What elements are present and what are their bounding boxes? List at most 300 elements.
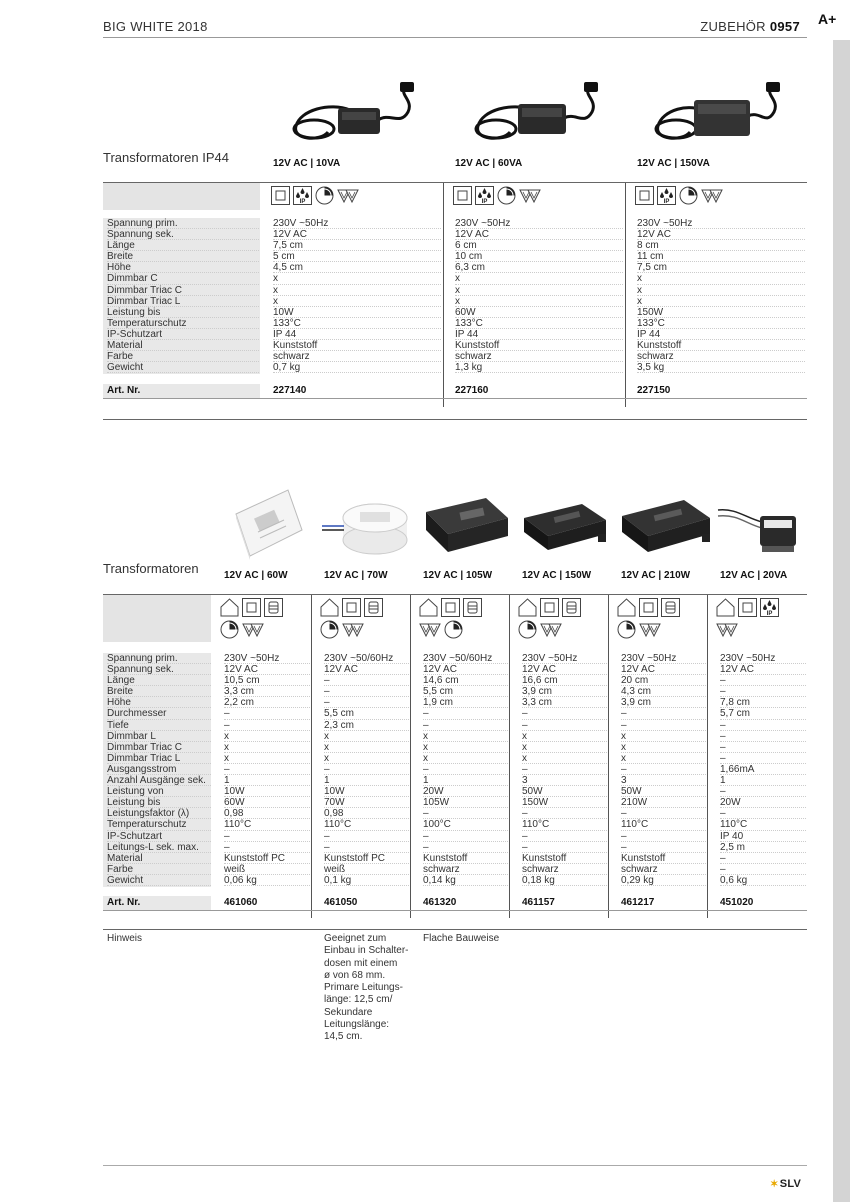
spec-cell: 1,3 kg [455, 362, 623, 373]
spec-cell: 230V ~50Hz [273, 218, 441, 229]
spec-cell: – [621, 808, 706, 819]
square-icon [271, 186, 290, 205]
spec-cell: 12V AC [224, 664, 310, 675]
spec-column [423, 653, 508, 886]
spec-cell: Breite [107, 251, 259, 262]
spec-cell: 0,29 kg [621, 875, 706, 886]
column-label: 12V AC | 60VA [455, 158, 523, 169]
square-icon [342, 598, 361, 617]
column-label: 12V AC | 70W [324, 570, 388, 581]
spec-cell: schwarz [621, 864, 706, 875]
spec-cell: x [455, 296, 623, 307]
logo-star-icon: ✶ [770, 1179, 779, 1190]
product-image-transformer-210w [618, 496, 714, 558]
art-row-rule [103, 398, 807, 399]
spec-cell: 60W [224, 797, 310, 808]
spec-cell: 6,3 cm [455, 262, 623, 273]
triangle-symbols-icon [342, 620, 364, 639]
spec-cell: 10,5 cm [224, 675, 310, 686]
column-label: 12V AC | 210W [621, 570, 691, 581]
dimmer-circle-icon [518, 620, 537, 639]
spec-cell: schwarz [273, 351, 441, 362]
catalog-title: BIG WHITE 2018 [103, 19, 208, 34]
spec-cell: – [423, 720, 508, 731]
spec-cell: Dimmbar Triac L [107, 296, 259, 307]
product-image-transformer-150w [520, 498, 612, 558]
spec-cell: x [324, 753, 409, 764]
spec-cell: – [621, 831, 706, 842]
art-number-label: Art. Nr. [107, 897, 141, 908]
spec-cell: – [224, 720, 310, 731]
spec-cell: Leistung von [107, 786, 211, 797]
spec-cell: – [224, 764, 310, 775]
spec-cell: Länge [107, 240, 259, 251]
spec-cell: – [621, 720, 706, 731]
spec-cell: 7,5 cm [637, 262, 805, 273]
symbol-icons [419, 598, 499, 639]
spec-cell: weiß [324, 864, 409, 875]
spec-cell: 230V ~50Hz [720, 653, 806, 664]
spec-cell: – [621, 764, 706, 775]
art-number: 461217 [621, 897, 655, 908]
spec-cell: 50W [522, 786, 607, 797]
spec-cell: – [522, 720, 607, 731]
square-icon [441, 598, 460, 617]
spec-cell: 50W [621, 786, 706, 797]
square-icon [540, 598, 559, 617]
spec-cell: Kunststoff [423, 853, 508, 864]
column-label: 12V AC | 105W [423, 570, 493, 581]
column-divider [410, 595, 411, 918]
spec-cell: 12V AC [522, 664, 607, 675]
spec-cell: Tiefe [107, 720, 211, 731]
spec-cell: Gewicht [107, 875, 211, 886]
spec-cell: – [522, 708, 607, 719]
spec-cell: Farbe [107, 351, 259, 362]
dimmer-circle-icon [617, 620, 636, 639]
square-icon [635, 186, 654, 205]
spec-cell: – [224, 708, 310, 719]
house-icon [220, 598, 239, 617]
spec-cell: 2,5 m [720, 842, 806, 853]
spec-cell: 105W [423, 797, 508, 808]
spec-cell: 230V ~50/60Hz [423, 653, 508, 664]
art-number: 461157 [522, 897, 555, 908]
spec-cell: Material [107, 853, 211, 864]
spec-column [637, 218, 805, 373]
spec-cell: x [423, 742, 508, 753]
spec-cell: – [720, 864, 806, 875]
symbol-icons [271, 186, 391, 205]
spec-cell: x [522, 742, 607, 753]
note-label: Hinweis [107, 933, 143, 944]
art-row-rule [103, 910, 807, 911]
page-header-right [700, 19, 800, 34]
svg-text:IP: IP [663, 199, 670, 205]
spec-cell: 6 cm [455, 240, 623, 251]
spec-cell: x [621, 731, 706, 742]
note-text: Geeignet zum Einbau in Schalter- dosen mit einem ø von 68 mm. Primare Leitungs- länge: 12,5 cm/ Sekundare Leitungslänge: 14,5 cm. [324, 933, 409, 1043]
brand-name: SLV [779, 1178, 802, 1190]
spec-column [720, 653, 806, 886]
spec-labels [107, 218, 259, 373]
spec-cell: schwarz [455, 351, 623, 362]
spec-cell: 3,9 cm [522, 686, 607, 697]
spec-cell: Durchmesser [107, 708, 211, 719]
spec-cell: Leistung bis [107, 307, 259, 318]
spec-cell: 230V ~50Hz [455, 218, 623, 229]
spec-cell: Temperaturschutz [107, 318, 259, 329]
spec-cell: x [637, 296, 805, 307]
spec-cell: – [720, 731, 806, 742]
spec-cell: 133°C [273, 318, 441, 329]
spec-cell: Kunststoff [637, 340, 805, 351]
product-image-transformer-70w [320, 496, 410, 560]
spec-cell: Temperaturschutz [107, 819, 211, 830]
spec-cell: 0,6 kg [720, 875, 806, 886]
spec-cell: 133°C [637, 318, 805, 329]
spec-cell: schwarz [637, 351, 805, 362]
dimmer-circle-icon [497, 186, 516, 205]
spec-cell: 1,9 cm [423, 697, 508, 708]
section-title-ip44: Transformatoren IP44 [103, 150, 229, 165]
spec-cell: Spannung prim. [107, 218, 259, 229]
triangle-symbols-icon [242, 620, 264, 639]
spec-cell: 230V ~50/60Hz [324, 653, 409, 664]
spec-cell: – [720, 786, 806, 797]
spec-cell: – [224, 842, 310, 853]
spec-cell: IP 44 [273, 329, 441, 340]
page-number: 0957 [769, 19, 800, 34]
spec-cell: 100°C [423, 819, 508, 830]
spec-cell: 1 [423, 775, 508, 786]
triangle-symbols-icon [519, 186, 541, 205]
spec-cell: Kunststoff PC [224, 853, 310, 864]
spec-cell: 12V AC [423, 664, 508, 675]
art-number: 461060 [224, 897, 258, 908]
triangle-symbols-icon [419, 620, 441, 639]
spec-cell: 230V ~50Hz [522, 653, 607, 664]
note-text: Flache Bauweise [423, 933, 500, 944]
column-divider [509, 595, 510, 918]
spec-cell: Anzahl Ausgänge sek. [107, 775, 211, 786]
ip-drops-icon [475, 186, 494, 205]
spec-cell: 0,98 [224, 808, 310, 819]
square-icon [242, 598, 261, 617]
spec-cell: 1 [720, 775, 806, 786]
spec-cell: – [324, 842, 409, 853]
triangle-symbols-icon [701, 186, 723, 205]
spec-cell: 3 [621, 775, 706, 786]
spec-cell: x [224, 742, 310, 753]
spec-cell: – [423, 808, 508, 819]
house-icon [617, 598, 636, 617]
spec-cell: – [621, 708, 706, 719]
spec-cell: Höhe [107, 697, 211, 708]
spec-cell: Dimmbar C [107, 273, 259, 284]
art-number-label: Art. Nr. [107, 385, 141, 396]
spec-cell: x [273, 285, 441, 296]
spec-cell: IP-Schutzart [107, 329, 259, 340]
symbol-icons [635, 186, 755, 205]
product-image-transformer-60va [472, 82, 612, 144]
spec-cell: – [720, 675, 806, 686]
table-bottom-rule [103, 929, 807, 930]
product-image-transformer-60w [228, 484, 308, 564]
spec-cell: Material [107, 340, 259, 351]
symbol-icons [518, 598, 598, 639]
column-divider [608, 595, 609, 918]
spec-cell: – [720, 742, 806, 753]
spec-cell: 12V AC [455, 229, 623, 240]
spec-cell: 110°C [720, 819, 806, 830]
triangle-symbols-icon [716, 620, 738, 639]
spec-cell: – [522, 831, 607, 842]
spec-cell: 3 [522, 775, 607, 786]
column-divider [625, 183, 626, 407]
spec-cell: – [423, 708, 508, 719]
fuse-square-icon [463, 598, 482, 617]
spec-cell: Spannung prim. [107, 653, 211, 664]
spec-cell: x [522, 753, 607, 764]
symbol-icons [320, 598, 400, 639]
spec-cell: 0,1 kg [324, 875, 409, 886]
product-image-transformer-105w [420, 494, 512, 560]
spec-cell: schwarz [423, 864, 508, 875]
spec-cell: 210W [621, 797, 706, 808]
spec-cell: Spannung sek. [107, 229, 259, 240]
spec-cell: 12V AC [637, 229, 805, 240]
label-header-shade [103, 595, 211, 642]
column-label: 12V AC | 150VA [637, 158, 710, 169]
spec-cell: Kunststoff [455, 340, 623, 351]
spec-cell: 4,5 cm [273, 262, 441, 273]
product-image-transformer-20va [716, 502, 802, 558]
spec-cell: 12V AC [273, 229, 441, 240]
spec-cell: 4,3 cm [621, 686, 706, 697]
spec-cell: x [621, 753, 706, 764]
spec-cell: 110°C [522, 819, 607, 830]
spec-cell: – [423, 831, 508, 842]
spec-cell: x [637, 285, 805, 296]
spec-cell: – [324, 675, 409, 686]
spec-column [522, 653, 607, 886]
spec-cell: 8 cm [637, 240, 805, 251]
spec-cell: – [324, 686, 409, 697]
spec-cell: x [273, 273, 441, 284]
spec-cell: schwarz [522, 864, 607, 875]
spec-cell: 0,98 [324, 808, 409, 819]
spec-cell: – [423, 764, 508, 775]
spec-cell: x [224, 753, 310, 764]
page-edge-tab [833, 0, 850, 1202]
spec-cell: 0,18 kg [522, 875, 607, 886]
spec-cell: – [522, 808, 607, 819]
column-divider [707, 595, 708, 918]
spec-cell: 10W [324, 786, 409, 797]
art-number: 461050 [324, 897, 358, 908]
spec-cell: 110°C [224, 819, 310, 830]
spec-cell: 10W [224, 786, 310, 797]
section-end-rule [103, 419, 807, 420]
fuse-square-icon [264, 598, 283, 617]
spec-cell: – [621, 842, 706, 853]
spec-column [273, 218, 441, 373]
spec-cell: IP 44 [637, 329, 805, 340]
fuse-square-icon [364, 598, 383, 617]
spec-cell: 11 cm [637, 251, 805, 262]
product-image-transformer-10va [290, 82, 430, 144]
spec-cell: 110°C [324, 819, 409, 830]
spec-cell: Dimmbar Triac C [107, 285, 259, 296]
spec-cell: 12V AC [324, 664, 409, 675]
spec-cell: x [455, 273, 623, 284]
footer-rule [103, 1165, 807, 1166]
spec-cell: – [522, 764, 607, 775]
dimmer-circle-icon [444, 620, 463, 639]
header-divider [103, 37, 807, 38]
spec-cell: Kunststoff [621, 853, 706, 864]
spec-cell: 3,3 cm [224, 686, 310, 697]
spec-cell: – [324, 764, 409, 775]
spec-cell: – [720, 753, 806, 764]
spec-cell: Gewicht [107, 362, 259, 373]
spec-cell: IP 40 [720, 831, 806, 842]
spec-cell: 150W [637, 307, 805, 318]
art-number: 227160 [455, 385, 489, 396]
triangle-symbols-icon [639, 620, 661, 639]
spec-cell: Leitungs-L sek. max. [107, 842, 211, 853]
column-divider [443, 183, 444, 407]
ip-drops-icon [760, 598, 779, 617]
spec-cell: Dimmbar Triac C [107, 742, 211, 753]
dimmer-circle-icon [320, 620, 339, 639]
square-icon [453, 186, 472, 205]
spec-cell: 0,14 kg [423, 875, 508, 886]
spec-cell: 2,3 cm [324, 720, 409, 731]
spec-cell: 230V ~50Hz [637, 218, 805, 229]
spec-cell: 1 [224, 775, 310, 786]
spec-column [324, 653, 409, 886]
svg-text:IP: IP [766, 611, 773, 617]
spec-cell: – [224, 831, 310, 842]
spec-cell: 70W [324, 797, 409, 808]
product-image-transformer-150va [654, 82, 794, 144]
spec-cell: Farbe [107, 864, 211, 875]
symbol-icons [617, 598, 697, 639]
symbol-icons [716, 598, 796, 639]
corner-tag-label: A+ [818, 11, 837, 27]
dimmer-circle-icon [315, 186, 334, 205]
ip-drops-icon [293, 186, 312, 205]
house-icon [518, 598, 537, 617]
spec-cell: Kunststoff [273, 340, 441, 351]
house-icon [419, 598, 438, 617]
spec-cell: 3,3 cm [522, 697, 607, 708]
spec-cell: 0,06 kg [224, 875, 310, 886]
spec-cell: 60W [455, 307, 623, 318]
spec-cell: 0,7 kg [273, 362, 441, 373]
section-label: ZUBEHÖR [700, 19, 766, 34]
spec-cell: 110°C [621, 819, 706, 830]
spec-cell: 230V ~50Hz [621, 653, 706, 664]
spec-cell: 10 cm [455, 251, 623, 262]
spec-cell: 12V AC [720, 664, 806, 675]
spec-cell: IP-Schutzart [107, 831, 211, 842]
spec-cell: x [637, 273, 805, 284]
art-number: 227140 [273, 385, 307, 396]
corner-tag [806, 0, 850, 40]
spec-cell: Kunststoff [522, 853, 607, 864]
spec-cell: 20 cm [621, 675, 706, 686]
column-label: 12V AC | 60W [224, 570, 288, 581]
spec-cell: Spannung sek. [107, 664, 211, 675]
spec-cell: weiß [224, 864, 310, 875]
spec-cell: 3,9 cm [621, 697, 706, 708]
house-icon [320, 598, 339, 617]
spec-cell: – [720, 686, 806, 697]
column-label: 12V AC | 20VA [720, 570, 788, 581]
spec-cell: 12V AC [621, 664, 706, 675]
spec-cell: 2,2 cm [224, 697, 310, 708]
spec-cell: – [324, 831, 409, 842]
spec-cell: x [324, 742, 409, 753]
spec-cell: – [720, 720, 806, 731]
spec-cell: 7,5 cm [273, 240, 441, 251]
spec-cell: x [273, 296, 441, 307]
spec-cell: – [720, 853, 806, 864]
column-label: 12V AC | 10VA [273, 158, 341, 169]
spec-cell: x [621, 742, 706, 753]
spec-cell: x [423, 731, 508, 742]
spec-cell: 5 cm [273, 251, 441, 262]
symbol-icons [220, 598, 300, 639]
spec-cell: – [720, 808, 806, 819]
spec-cell: 5,5 cm [324, 708, 409, 719]
spec-cell: 5,5 cm [423, 686, 508, 697]
spec-cell: 1,66mA [720, 764, 806, 775]
spec-cell: x [423, 753, 508, 764]
spec-labels [107, 653, 211, 886]
spec-cell: 5,7 cm [720, 708, 806, 719]
spec-cell: IP 44 [455, 329, 623, 340]
spec-cell: 150W [522, 797, 607, 808]
fuse-square-icon [661, 598, 680, 617]
spec-cell: Länge [107, 675, 211, 686]
spec-cell: x [324, 731, 409, 742]
spec-cell: 7,8 cm [720, 697, 806, 708]
spec-cell: Ausgangsstrom [107, 764, 211, 775]
spec-column [224, 653, 310, 886]
column-divider [311, 595, 312, 918]
spec-cell: Leistungsfaktor (λ) [107, 808, 211, 819]
svg-text:IP: IP [481, 199, 488, 205]
square-icon [639, 598, 658, 617]
spec-cell: x [522, 731, 607, 742]
spec-cell: 20W [423, 786, 508, 797]
svg-text:IP: IP [299, 199, 306, 205]
spec-cell: Leistung bis [107, 797, 211, 808]
spec-cell: – [423, 842, 508, 853]
art-number: 451020 [720, 897, 754, 908]
spec-cell: Höhe [107, 262, 259, 273]
spec-cell: – [324, 697, 409, 708]
spec-cell: 14,6 cm [423, 675, 508, 686]
dimmer-circle-icon [220, 620, 239, 639]
symbol-icons [453, 186, 573, 205]
spec-cell: – [522, 842, 607, 853]
triangle-symbols-icon [337, 186, 359, 205]
